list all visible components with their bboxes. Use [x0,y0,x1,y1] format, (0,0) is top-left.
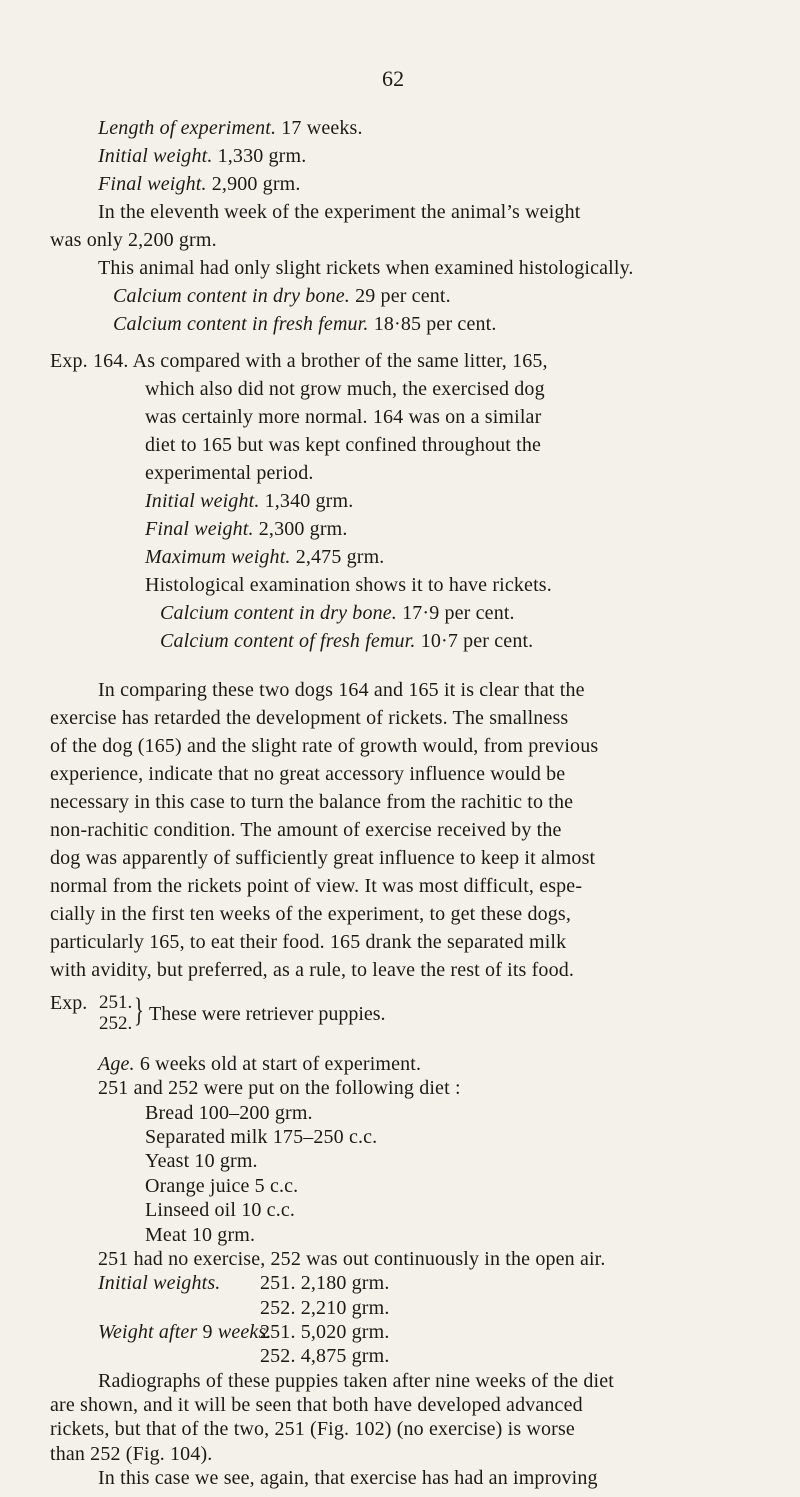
weight-after-label [98,1322,272,1342]
brace-icon: } [134,992,144,1029]
exp-164-calcium-fresh-label: Calcium content of fresh femur. [160,630,416,652]
paragraph-1-line: experience, indicate that no great accessory influence would be [50,763,566,785]
exp-number-251: 251. [99,992,133,1013]
exp-164-calcium-fresh [160,631,533,651]
paragraph-1-line: particularly 165, to eat their food. 165 drank the separated milk [50,931,567,953]
exp-164-line-5: experimental period. [145,462,314,484]
paragraph-2-line: Radiographs of these puppies taken after nine weeks of the diet [98,1369,614,1392]
paragraph-1-line: normal from the rickets point of view. It was most difficult, espe- [50,875,583,897]
initial-weight-251: 251. 2,180 grm. [260,1272,390,1295]
exp-164-maximum-value: 2,475 grm. [295,546,385,568]
exp-164-initial-weight [145,491,353,511]
paragraph-2-line: than 252 (Fig. 104). [50,1442,213,1465]
diet-item: Meat 10 grm. [145,1223,256,1246]
retriever-puppies-note: These were retriever puppies. [149,1003,386,1025]
eleventh-week-note: In the eleventh week of the experiment the animal’s weight [98,201,581,223]
final-weight-value: 2,900 grm. [211,173,301,195]
calcium-fresh-value: 18·85 per cent. [373,313,497,335]
exercise-note: 251 had no exercise, 252 was out continuously in the open air. [98,1247,606,1270]
slight-rickets-note: This animal had only slight rickets when examined histologically. [98,257,634,279]
exp-164-line-4: diet to 165 but was kept confined throughout the [145,434,542,456]
paragraph-1-line: with avidity, but preferred, as a rule, to leave the rest of its food. [50,959,575,981]
exp-164-calcium-dry [160,603,515,623]
after-weight-252: 252. 4,875 grm. [260,1345,390,1368]
final-weight-label: Final weight. [98,173,207,195]
weight-after-label-num: 9 [202,1320,213,1343]
calcium-dry-value: 29 per cent. [355,285,451,307]
length-value: 17 weeks. [281,117,363,139]
initial-weight-label: Initial weight. [98,145,213,167]
paragraph-1-line: dog was apparently of sufficiently great influence to keep it almost [50,847,596,869]
eleventh-week-note-cont: was only 2,200 grm. [50,229,217,251]
exp-164-initial-value: 1,340 grm. [264,490,354,512]
length-label: Length of experiment. [98,117,277,139]
paragraph-1-line: of the dog (165) and the slight rate of growth would, from previous [50,735,599,757]
exp-164-calcium-dry-value: 17·9 per cent. [402,602,515,624]
exp-numbers [99,992,132,1034]
exp-number-252: 252. [99,1013,133,1034]
paragraph-1-line: exercise has retarded the development of rickets. The smallness [50,707,569,729]
exp-164-histology: Histological examination shows it to have rickets. [145,574,552,596]
final-weight-line [98,174,301,194]
exp-164-maximum-label: Maximum weight. [145,546,291,568]
exp-164-line-2: which also did not grow much, the exercised dog [145,378,545,400]
paragraph-1-line: In comparing these two dogs 164 and 165 it is clear that the [98,679,585,701]
age-value: 6 weeks old at start of experiment. [139,1053,422,1075]
after-weight-251: 251. 5,020 grm. [260,1320,390,1343]
exp-164-calcium-dry-label: Calcium content in dry bone. [160,602,397,624]
initial-weights-label-text: Initial weights. [98,1272,221,1295]
initial-weights-label [98,1273,220,1293]
page-number: 62 [382,66,405,91]
initial-weight-value: 1,330 grm. [217,145,307,167]
age-label: Age. [98,1053,135,1075]
exp-164-final-value: 2,300 grm. [258,518,348,540]
paragraph-3-line: In this case we see, again, that exercise has had an improving [98,1467,598,1489]
diet-item: Separated milk 175–250 c.c. [145,1126,378,1149]
exp-label: Exp. [50,992,88,1014]
age-line [98,1054,421,1074]
length-of-experiment-line [98,118,363,138]
exp-164-calcium-fresh-value: 10·7 per cent. [420,630,534,652]
calcium-fresh-label: Calcium content in fresh femur. [113,313,369,335]
diet-item: Yeast 10 grm. [145,1150,258,1173]
paragraph-2-line: are shown, and it will be seen that both have developed advanced [50,1393,583,1416]
weight-after-label-b: weeks. [217,1320,272,1343]
calcium-dry-bone-line [113,286,451,306]
diet-item: Bread 100–200 grm. [145,1101,313,1124]
calcium-dry-label: Calcium content in dry bone. [113,285,350,307]
diet-item: Orange juice 5 c.c. [145,1174,299,1197]
exp-164-line-1: Exp. 164. As compared with a brother of the same litter, 165, [50,350,548,372]
calcium-fresh-femur-line [113,314,496,334]
initial-weight-line [98,146,306,166]
exp-164-final-weight [145,519,348,539]
initial-weight-252: 252. 2,210 grm. [260,1296,390,1319]
exp-164-initial-label: Initial weight. [145,490,260,512]
paragraph-2-line: rickets, but that of the two, 251 (Fig. 102) (no exercise) is worse [50,1418,575,1441]
paragraph-1-line: necessary in this case to turn the balance from the rachitic to the [50,791,574,813]
diet-item: Linseed oil 10 c.c. [145,1199,296,1222]
exp-164-final-label: Final weight. [145,518,254,540]
exp-164-line-3: was certainly more normal. 164 was on a similar [145,406,542,428]
paragraph-1-line: non-rachitic condition. The amount of exercise received by the [50,819,562,841]
weight-after-label-a: Weight after [98,1320,198,1343]
paragraph-1-line: cially in the first ten weeks of the experiment, to get these dogs, [50,903,572,925]
exp-164-maximum-weight [145,547,384,567]
diet-intro: 251 and 252 were put on the following diet : [98,1077,461,1100]
